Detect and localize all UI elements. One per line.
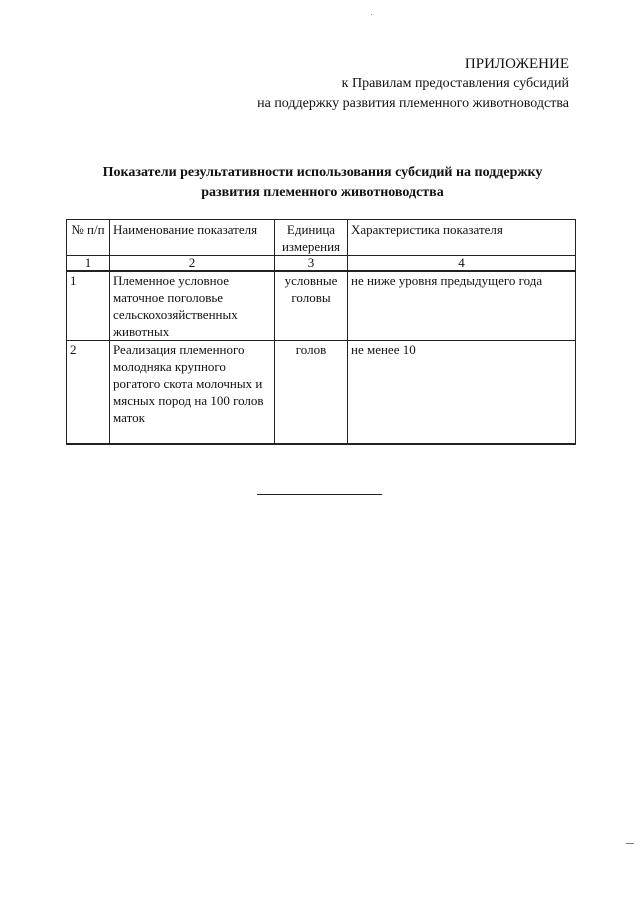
- edge-mark: [626, 843, 634, 844]
- end-separator-line: [257, 494, 382, 495]
- indicator-unit: условные головы: [275, 271, 348, 341]
- header-name: Наименование показателя: [110, 220, 275, 256]
- appendix-heading: ПРИЛОЖЕНИЕ: [464, 56, 569, 72]
- indicator-characteristic: не ниже уровня предыдущего года: [348, 271, 576, 341]
- appendix-line-2: на поддержку развития племенного животноводства: [257, 96, 569, 111]
- appendix-block: [257, 54, 569, 114]
- row-number: 2: [67, 341, 110, 445]
- indicator-name: Племенное условное маточное поголовье сельскохозяйственных животных: [110, 271, 275, 341]
- header-characteristic: Характеристика показателя: [348, 220, 576, 256]
- indicator-characteristic: не менее 10: [348, 341, 576, 445]
- indicator-unit: голов: [275, 341, 348, 445]
- appendix-line-1: к Правилам предоставления субсидий: [341, 76, 569, 91]
- title-line-2: развития племенного животноводства: [201, 185, 444, 200]
- row-number: 1: [67, 271, 110, 341]
- table-row: [67, 341, 576, 445]
- table-header-row: [67, 220, 576, 256]
- indicators-table: [66, 219, 576, 445]
- header-no: № п/п: [67, 220, 110, 256]
- column-number: 4: [348, 256, 576, 272]
- title-line-1: Показатели результативности использования субсидий на поддержку: [102, 165, 543, 180]
- column-number: 1: [67, 256, 110, 272]
- header-unit: Единица измерения: [275, 220, 348, 256]
- indicator-name: Реализация племенного молодняка крупного рогатого скота молочных и мясных пород на 100 голов маток: [110, 341, 275, 445]
- column-number: 3: [275, 256, 348, 272]
- document-title: [70, 163, 575, 203]
- column-number-row: [67, 256, 576, 272]
- table-row: [67, 271, 576, 341]
- scan-speck: [371, 14, 372, 15]
- column-number: 2: [110, 256, 275, 272]
